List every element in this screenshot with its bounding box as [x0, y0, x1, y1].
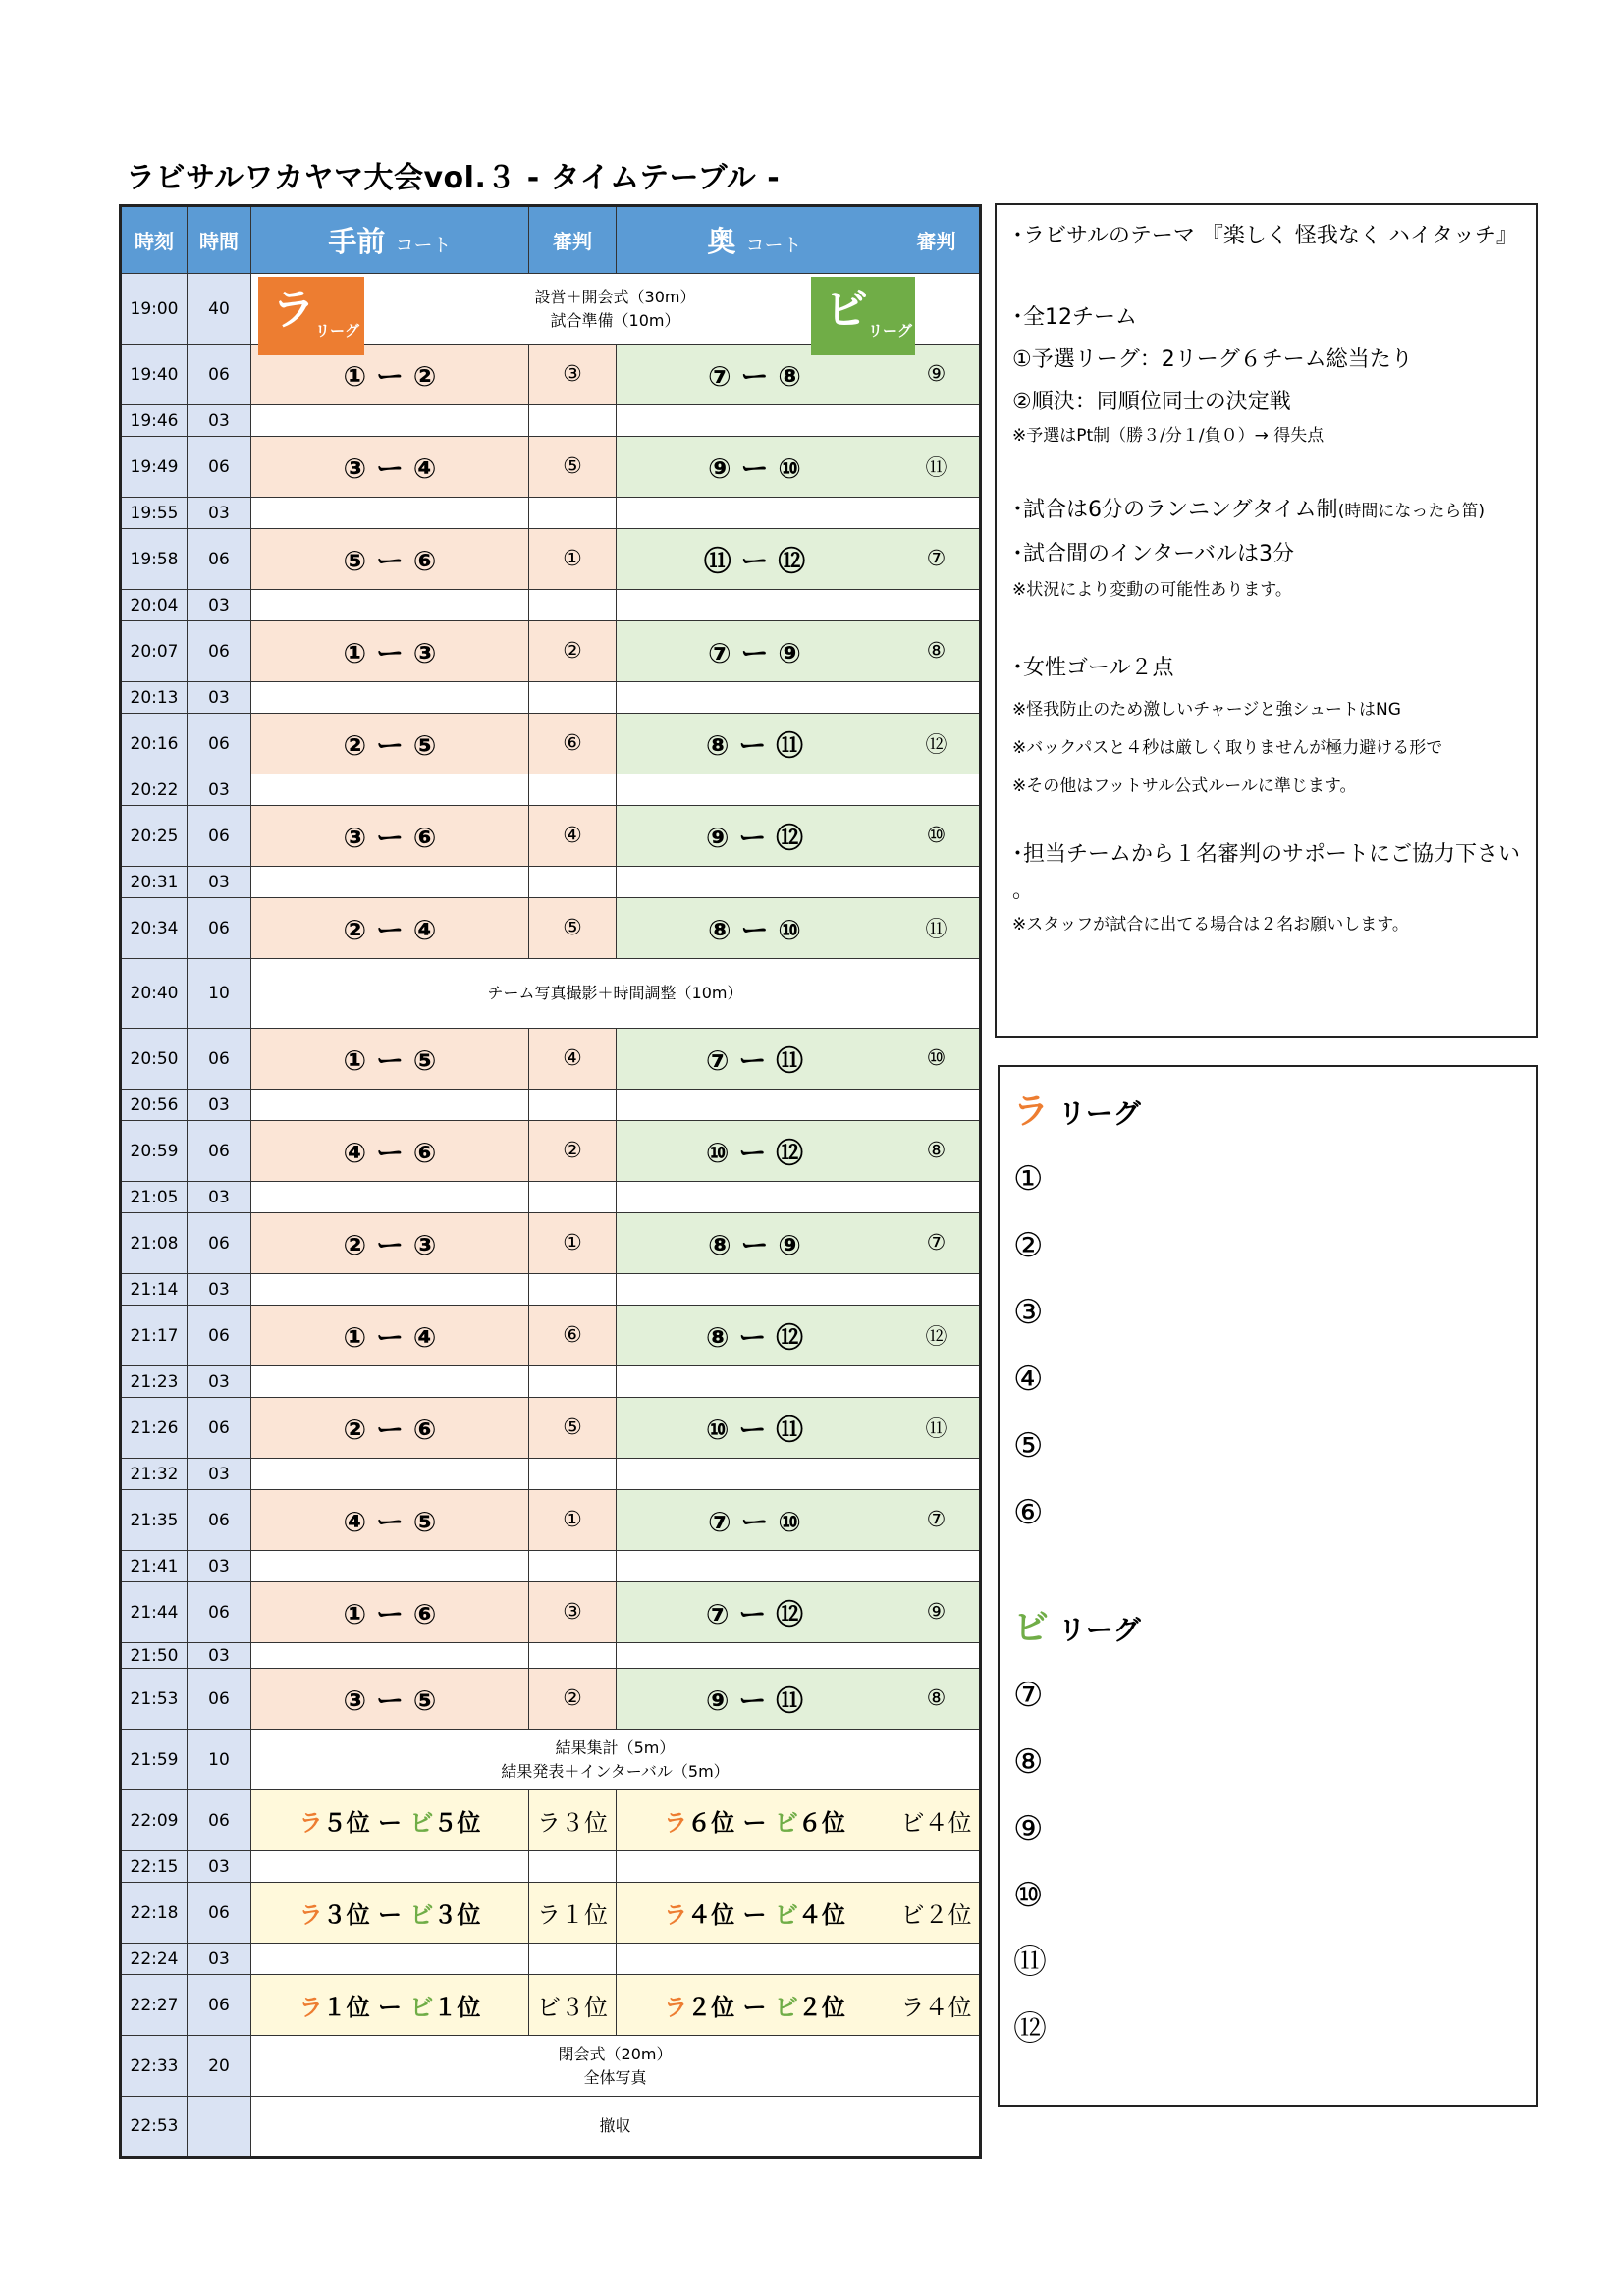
rule-goal-note: ※怪我防止のため激しいチャージと強シュートはNG	[1012, 700, 1401, 720]
time-cell: 20:59	[121, 1121, 188, 1182]
duration-cell: 06	[188, 1582, 251, 1643]
rank: ２位	[797, 1994, 845, 2021]
league-kana: ビ	[774, 1994, 798, 2021]
time-cell: 19:58	[121, 529, 188, 590]
match-back-court: ⑧ ー ⑫	[617, 1306, 893, 1366]
interval-row	[121, 498, 981, 529]
league-kana: ビ	[409, 1809, 434, 1837]
duration-cell: 06	[188, 1029, 251, 1090]
rule-points: ※予選はPt制（勝３/分１/負０）→ 得失点	[1012, 426, 1325, 446]
event-line: 設営＋開会式（30m）	[534, 287, 696, 306]
match-back-court: ⑩ ー ⑪	[617, 1398, 893, 1459]
time-cell: 19:49	[121, 437, 188, 498]
team-slot: ②	[1013, 1226, 1044, 1265]
referee-front-court: ⑥	[529, 714, 617, 774]
duration-cell: 06	[188, 345, 251, 405]
final-match-front-court: ラ３位 ー ビ３位	[251, 1883, 529, 1944]
duration-cell: 40	[188, 274, 251, 345]
match-back-court: ⑧ ー ⑨	[617, 1213, 893, 1274]
interval-row	[121, 682, 981, 714]
event-line: 結果集計（5m）	[555, 1737, 676, 1757]
rule-goal: ･女性ゴール２点	[1012, 656, 1174, 680]
time-cell: 21:05	[121, 1182, 188, 1213]
rule-theme: ･ラビサルのテーマ 『楽しく 怪我なく ハイタッチ』	[1012, 224, 1518, 248]
timetable	[119, 204, 982, 2159]
match-back-court: ⑪ ー ⑫	[617, 529, 893, 590]
match-back-court: ⑧ ー ⑩	[617, 898, 893, 959]
match-front-court: ④ ー ⑤	[251, 1490, 529, 1551]
match-front-court: ③ ー ④	[251, 437, 529, 498]
match-front-court: ① ー ④	[251, 1306, 529, 1366]
league-kana: ラ	[664, 1994, 688, 2021]
referee-front-court: ③	[529, 1582, 617, 1643]
time-cell: 20:22	[121, 774, 188, 806]
referee-front-court: ②	[529, 621, 617, 682]
bi-badge-label: リーグ	[868, 322, 913, 340]
time-cell: 22:27	[121, 1975, 188, 2036]
referee-back-court: ⑧	[893, 1669, 981, 1730]
match-back-court: ⑨ ー ⑩	[617, 437, 893, 498]
court-a-suffix: コート	[395, 235, 452, 256]
referee-front-court: ⑥	[529, 1306, 617, 1366]
match-front-court: ③ ー ⑤	[251, 1669, 529, 1730]
duration-cell: 03	[188, 1182, 251, 1213]
duration-cell: 10	[188, 1730, 251, 1790]
match-front-court: ① ー ⑤	[251, 1029, 529, 1090]
rank: １位	[433, 1994, 481, 2021]
league-kana: ビ	[409, 1994, 434, 2021]
event-row	[121, 2097, 981, 2158]
time-cell: 22:09	[121, 1790, 188, 1851]
ra-league-kana: ラ	[1013, 1092, 1050, 1132]
event-line: 結果発表＋インターバル（5m）	[501, 1761, 730, 1781]
rank: ６位	[687, 1809, 735, 1837]
match-back-court: ⑧ ー ⑪	[617, 714, 893, 774]
referee-back-court: ビ４位	[893, 1790, 981, 1851]
time-cell: 22:53	[121, 2097, 188, 2158]
match-length-text: ･試合は6分のランニングタイム制	[1012, 498, 1338, 522]
team-slot: ④	[1013, 1360, 1044, 1399]
event-line: 閉会式（20m）	[558, 2044, 673, 2063]
event-line: 試合準備（10m）	[550, 310, 680, 330]
duration-cell: 03	[188, 1551, 251, 1582]
duration-cell: 03	[188, 1090, 251, 1121]
time-cell: 20:13	[121, 682, 188, 714]
time-cell: 19:46	[121, 405, 188, 437]
interval-row	[121, 1551, 981, 1582]
match-row	[121, 621, 981, 682]
duration-cell: 03	[188, 1366, 251, 1398]
match-front-court: ④ ー ⑥	[251, 1121, 529, 1182]
interval-row	[121, 1366, 981, 1398]
interval-row	[121, 1459, 981, 1490]
duration-cell: 03	[188, 1274, 251, 1306]
ra-badge-label: リーグ	[315, 322, 360, 340]
interval-row	[121, 405, 981, 437]
duration-cell: 06	[188, 806, 251, 867]
rule-goal-note: ※その他はフットサル公式ルールに準じます。	[1012, 776, 1357, 796]
bi-badge-kana: ビ	[825, 285, 868, 335]
referee-front-court: ラ１位	[529, 1883, 617, 1944]
court-a-name: 手前	[328, 225, 386, 258]
time-cell: 20:31	[121, 867, 188, 898]
match-row	[121, 529, 981, 590]
page-title: ラビサルワカヤマ大会vol.３ - タイムテーブル -	[126, 161, 781, 195]
match-front-court: ② ー ⑥	[251, 1398, 529, 1459]
time-cell: 20:07	[121, 621, 188, 682]
rule-referee-note: ※スタッフが試合に出てる場合は２名お願いします。	[1012, 915, 1409, 934]
duration-cell: 06	[188, 1790, 251, 1851]
team-slot: ⑦	[1013, 1676, 1044, 1715]
duration-cell: 20	[188, 2036, 251, 2097]
match-row	[121, 1121, 981, 1182]
referee-back-court: ビ２位	[893, 1883, 981, 1944]
match-back-court: ⑦ ー ⑩	[617, 1490, 893, 1551]
referee-back-court: ⑧	[893, 1121, 981, 1182]
match-front-court: ① ー ③	[251, 621, 529, 682]
ra-badge-kana: ラ	[272, 285, 315, 335]
interval-row	[121, 1851, 981, 1883]
rule-interval-note: ※状況により変動の可能性あります。	[1012, 580, 1292, 600]
referee-front-court: ②	[529, 1121, 617, 1182]
rank: １位	[322, 1994, 370, 2021]
duration-cell: 03	[188, 1944, 251, 1975]
interval-row	[121, 1274, 981, 1306]
duration-cell: 06	[188, 1975, 251, 2036]
rank: ６位	[797, 1809, 845, 1837]
duration-cell: 06	[188, 1306, 251, 1366]
event-cell: チーム写真撮影＋時間調整（10m）	[251, 959, 981, 1029]
match-front-court: ① ー ⑥	[251, 1582, 529, 1643]
final-row	[121, 1790, 981, 1851]
team-slot: ⑧	[1013, 1742, 1044, 1782]
rule-teams: ･全12チーム	[1012, 305, 1137, 330]
final-row	[121, 1883, 981, 1944]
event-row	[121, 959, 981, 1029]
duration-cell: 10	[188, 959, 251, 1029]
rank: ４位	[687, 1901, 735, 1929]
duration-cell: 03	[188, 1459, 251, 1490]
court-b-suffix: コート	[745, 235, 802, 256]
duration-cell: 06	[188, 1213, 251, 1274]
match-row	[121, 1669, 981, 1730]
time-cell: 21:35	[121, 1490, 188, 1551]
referee-back-court: ⑦	[893, 529, 981, 590]
duration-cell: 06	[188, 529, 251, 590]
team-slot: ⑤	[1013, 1426, 1044, 1466]
match-row	[121, 1490, 981, 1551]
league-kana: ラ	[664, 1901, 688, 1929]
referee-front-court: ビ３位	[529, 1975, 617, 2036]
rule-referee: ･担当チームから１名審判のサポートにご協力下さい	[1012, 842, 1521, 867]
rank: ２位	[687, 1994, 735, 2021]
interval-row	[121, 1643, 981, 1669]
referee-front-court: ①	[529, 529, 617, 590]
header-duration: 時間	[188, 206, 251, 274]
league-kana: ビ	[774, 1901, 798, 1929]
match-row	[121, 1398, 981, 1459]
bi-league-heading	[1013, 1609, 1522, 1648]
match-back-court: ⑦ ー ⑨	[617, 621, 893, 682]
rule-match-length	[1012, 493, 1520, 523]
interval-row	[121, 774, 981, 806]
event-row	[121, 1730, 981, 1790]
duration-cell: 06	[188, 621, 251, 682]
team-slot: ③	[1013, 1293, 1044, 1332]
league-kana: ラ	[664, 1809, 688, 1837]
referee-back-court: ⑩	[893, 1029, 981, 1090]
match-back-court: ⑦ ー ⑧	[617, 345, 893, 405]
time-cell: 19:55	[121, 498, 188, 529]
final-row	[121, 1975, 981, 2036]
league-kana: ラ	[298, 1901, 323, 1929]
duration-cell: 03	[188, 498, 251, 529]
match-back-court: ⑨ ー ⑪	[617, 1669, 893, 1730]
time-cell: 21:08	[121, 1213, 188, 1274]
time-cell: 20:50	[121, 1029, 188, 1090]
team-slot: ⑨	[1013, 1809, 1044, 1848]
referee-back-court: ⑩	[893, 806, 981, 867]
final-match-front-court: ラ５位 ー ビ５位	[251, 1790, 529, 1851]
duration-cell: 03	[188, 405, 251, 437]
referee-back-court: ⑪	[893, 1398, 981, 1459]
match-front-court: ② ー ③	[251, 1213, 529, 1274]
time-cell: 19:40	[121, 345, 188, 405]
time-cell: 22:33	[121, 2036, 188, 2097]
duration-cell: 06	[188, 714, 251, 774]
time-cell: 21:17	[121, 1306, 188, 1366]
match-row	[121, 806, 981, 867]
duration-cell: 06	[188, 437, 251, 498]
referee-back-court: ⑪	[893, 898, 981, 959]
rank: ３位	[322, 1901, 370, 1929]
ra-league-label: リーグ	[1057, 1097, 1141, 1130]
referee-front-court: ③	[529, 345, 617, 405]
time-cell: 22:24	[121, 1944, 188, 1975]
referee-back-court: ⑦	[893, 1213, 981, 1274]
duration-cell: 06	[188, 1669, 251, 1730]
ra-league-badge	[258, 277, 364, 355]
match-front-court: ① ー ②	[251, 345, 529, 405]
court-b-name: 奥	[707, 225, 736, 258]
referee-front-court: ①	[529, 1490, 617, 1551]
match-back-court: ⑩ ー ⑫	[617, 1121, 893, 1182]
rules-panel	[995, 203, 1538, 1038]
match-length-note: (時間になったら笛)	[1337, 502, 1485, 521]
referee-back-court: ⑫	[893, 714, 981, 774]
event-cell	[251, 1730, 981, 1790]
bi-league-badge	[811, 277, 915, 355]
match-front-court: ② ー ④	[251, 898, 529, 959]
match-row	[121, 1213, 981, 1274]
duration-cell: 03	[188, 590, 251, 621]
referee-back-court: ⑨	[893, 1582, 981, 1643]
time-cell: 20:34	[121, 898, 188, 959]
referee-front-court: ⑤	[529, 437, 617, 498]
final-match-back-court: ラ６位 ー ビ６位	[617, 1790, 893, 1851]
time-cell: 21:32	[121, 1459, 188, 1490]
team-slot: ⑪	[1013, 1943, 1047, 1982]
interval-row	[121, 1090, 981, 1121]
rank: ５位	[322, 1809, 370, 1837]
time-cell: 20:25	[121, 806, 188, 867]
interval-row	[121, 590, 981, 621]
duration-cell: 03	[188, 682, 251, 714]
header-ref-b: 審判	[893, 206, 981, 274]
time-cell: 21:23	[121, 1366, 188, 1398]
referee-back-court: ⑪	[893, 437, 981, 498]
match-front-court: ⑤ ー ⑥	[251, 529, 529, 590]
interval-row	[121, 1944, 981, 1975]
league-kana: ラ	[298, 1994, 323, 2021]
referee-front-court: ④	[529, 806, 617, 867]
match-back-court: ⑦ ー ⑪	[617, 1029, 893, 1090]
match-front-court: ③ ー ⑥	[251, 806, 529, 867]
duration-cell: 03	[188, 1643, 251, 1669]
time-cell: 21:26	[121, 1398, 188, 1459]
rank: ５位	[433, 1809, 481, 1837]
duration-cell: 03	[188, 774, 251, 806]
final-match-back-court: ラ４位 ー ビ４位	[617, 1883, 893, 1944]
ra-league-heading	[1013, 1093, 1522, 1132]
referee-back-court: ⑫	[893, 1306, 981, 1366]
header-row	[121, 206, 981, 274]
match-back-court: ⑨ ー ⑫	[617, 806, 893, 867]
league-teams-panel	[998, 1065, 1538, 2107]
bi-league-kana: ビ	[1013, 1608, 1050, 1648]
duration-cell: 06	[188, 1490, 251, 1551]
referee-back-court: ⑨	[893, 345, 981, 405]
time-cell: 20:04	[121, 590, 188, 621]
bi-league-label: リーグ	[1057, 1614, 1141, 1646]
rank: ４位	[797, 1901, 845, 1929]
referee-front-court: ラ３位	[529, 1790, 617, 1851]
time-cell: 19:00	[121, 274, 188, 345]
league-kana: ビ	[409, 1901, 434, 1929]
rule-format-1: ①予選リーグ：2リーグ６チーム総当たり	[1012, 347, 1413, 372]
team-slot: ①	[1013, 1159, 1044, 1199]
rule-interval: ･試合間のインターバルは3分	[1012, 542, 1295, 566]
time-cell: 21:50	[121, 1643, 188, 1669]
team-slot: ⑥	[1013, 1493, 1044, 1532]
team-slot: ⑩	[1013, 1876, 1044, 1915]
match-row	[121, 714, 981, 774]
referee-front-court: ②	[529, 1669, 617, 1730]
league-kana: ビ	[774, 1809, 798, 1837]
event-cell: 撤収	[251, 2097, 981, 2158]
time-cell: 22:18	[121, 1883, 188, 1944]
event-row	[121, 2036, 981, 2097]
duration-cell: 06	[188, 1883, 251, 1944]
duration-cell: 03	[188, 867, 251, 898]
interval-row	[121, 867, 981, 898]
match-row	[121, 1029, 981, 1090]
duration-cell: 06	[188, 898, 251, 959]
header-court-a	[251, 206, 529, 274]
header-ref-a: 審判	[529, 206, 617, 274]
time-cell: 21:44	[121, 1582, 188, 1643]
time-cell: 21:53	[121, 1669, 188, 1730]
final-match-back-court: ラ２位 ー ビ２位	[617, 1975, 893, 2036]
rule-format-2: ②順決：同順位同士の決定戦	[1012, 390, 1291, 414]
duration-cell: 06	[188, 1398, 251, 1459]
match-row	[121, 898, 981, 959]
event-line: 全体写真	[583, 2067, 647, 2087]
header-court-b	[617, 206, 893, 274]
referee-back-court: ラ４位	[893, 1975, 981, 2036]
duration-cell: 03	[188, 1851, 251, 1883]
referee-back-court: ⑧	[893, 621, 981, 682]
league-kana: ラ	[298, 1809, 323, 1837]
event-cell	[251, 2036, 981, 2097]
interval-row	[121, 1182, 981, 1213]
time-cell: 21:59	[121, 1730, 188, 1790]
time-cell: 20:16	[121, 714, 188, 774]
match-row	[121, 1582, 981, 1643]
rule-goal-note: ※バックパスと４秒は厳しく取りませんが極力避ける形で	[1012, 738, 1443, 758]
match-front-court: ② ー ⑤	[251, 714, 529, 774]
referee-front-court: ⑤	[529, 898, 617, 959]
duration-cell: 06	[188, 1121, 251, 1182]
match-back-court: ⑦ ー ⑫	[617, 1582, 893, 1643]
time-cell: 21:14	[121, 1274, 188, 1306]
time-cell: 22:15	[121, 1851, 188, 1883]
time-cell: 20:40	[121, 959, 188, 1029]
referee-front-court: ⑤	[529, 1398, 617, 1459]
duration-cell	[188, 2097, 251, 2158]
time-cell: 20:56	[121, 1090, 188, 1121]
team-slot: ⑫	[1013, 2009, 1047, 2049]
header-time: 時刻	[121, 206, 188, 274]
final-match-front-court: ラ１位 ー ビ１位	[251, 1975, 529, 2036]
rank: ３位	[433, 1901, 481, 1929]
referee-back-court: ⑦	[893, 1490, 981, 1551]
time-cell: 21:41	[121, 1551, 188, 1582]
match-row	[121, 1306, 981, 1366]
rule-referee-end: 。	[1012, 879, 1035, 903]
match-row	[121, 437, 981, 498]
referee-front-court: ④	[529, 1029, 617, 1090]
referee-front-court: ①	[529, 1213, 617, 1274]
